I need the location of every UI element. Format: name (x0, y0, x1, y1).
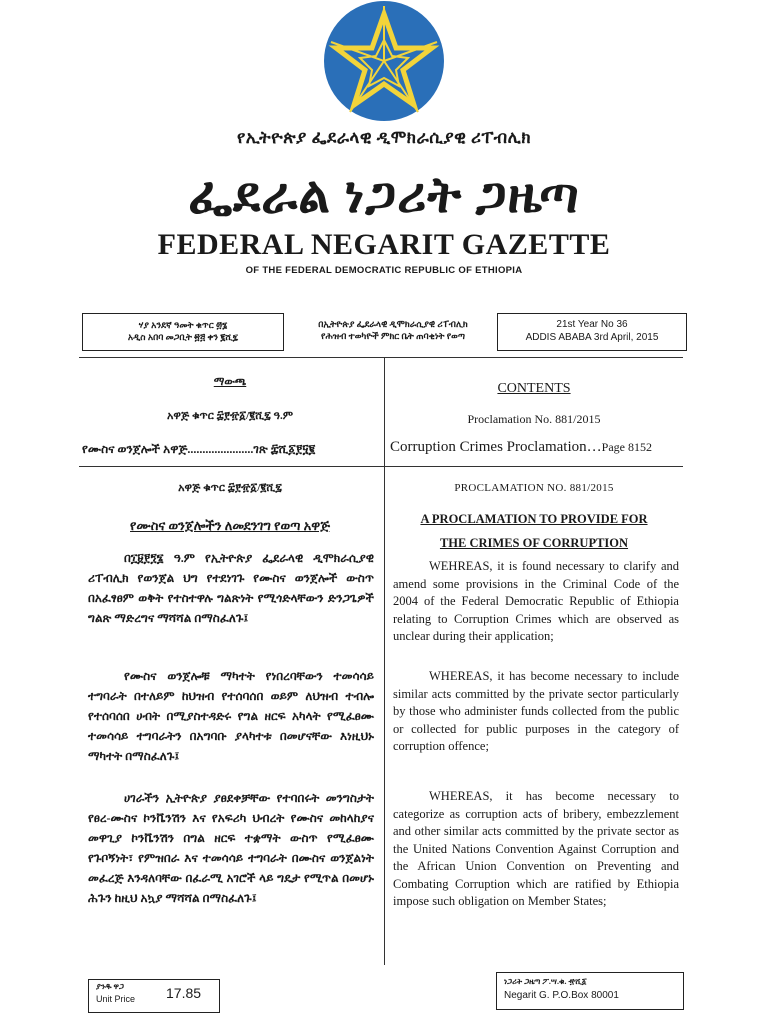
english-paragraph-2: WHEREAS, it has become necessary to include similar acts committed by the private sector particularly by those who administer funds collected from the public or collected for public purposes in the category of corruption offence; (393, 669, 679, 753)
issue-info-left-box (82, 313, 284, 351)
issue-middle-line1: በኢትዮጵያ ፌደራላዊ ዲሞክራሲያዊ ሪፐብሊክ (318, 319, 468, 329)
column-divider (384, 357, 385, 965)
pobox-amharic: ነጋሪት ጋዜጣ ፖ.ሣ.ቁ. ፹ሺ፩ (504, 977, 587, 986)
english-proclamation-no: PROCLAMATION NO. 881/2015 (454, 482, 614, 494)
issue-left-line2: አዲስ አበባ መጋቢት ፳፭ ቀን ፪ሺ፯ (127, 332, 239, 342)
english-heading-line2: THE CRIMES OF CORRUPTION (439, 536, 629, 550)
amharic-paragraph-1: በ፲፱፻፺፮ ዓ.ም የኢትዮጵያ ፌደራላዊ ዲሞክራሲያዊ ሪፐብሊክ የወንጀል ህግ የተደነገጉ የሙስና ወንጀሎች ውስጥ በአፈፃፀም ወቅት የተስተዋሉ ግልጽነት የሚጎድላቸውን ድንጋጌዎች ግልጽ ማድረግና ማሻሻል በማስፈለጉ፤ (88, 551, 374, 625)
contents-entry-page: Page 8152 (601, 440, 652, 454)
contents-rule (79, 466, 683, 467)
contents-entry-amharic: የሙስና ወንጀሎች አዋጅ......................ገጽ ፰ሺ፩፻፶፪ (82, 442, 316, 456)
unit-price-label-amharic: ያንዱ ዋጋ (96, 982, 124, 991)
contents-heading-amharic: ማውጫ (213, 376, 247, 388)
unit-price-label-english: Unit Price (96, 994, 136, 1004)
contents-heading-english: CONTENTS (497, 381, 571, 396)
pobox-english: Negarit G. P.O.Box 80001 (504, 990, 619, 1001)
amharic-paragraph-3: ሀገራችን ኢትዮጵያ ያፀደቀቻቸው የተባበሩት መንግስታት የፀረ-ሙስና ኮንቬንሽን እና የአፍሪካ ህብረት የሙስና መከላከያና መዋጊያ ኮንቬንሽን በግል ዘርፍ ተቋማት ውስጥ የሚፈፀሙ የጉቦኝነት፣ የምዝበራ እና ተመሳሳይ ተግባራት በሙስና ወንጀልነት መፈረጅ እንዳለባቸው በፈራሚ አገሮች ላይ ግዴታ የሚጥል በመሆኑ ሕጉን ከዚህ አኳያ ማሻሻል በማስፈለጉ፤ (88, 791, 374, 905)
issue-info-right-box (497, 313, 687, 351)
unit-price-value: 17.85 (166, 985, 202, 1001)
issue-middle-line2: የሕዝብ ተወካዮች ምክር ቤት ጠባቂነት የወጣ (321, 331, 465, 341)
contents-entry-english (390, 439, 682, 456)
gazette-subtitle-english: OF THE FEDERAL DEMOCRATIC REPUBLIC OF ETHIOPIA (245, 265, 523, 276)
contents-proclamation-amharic: አዋጅ ቁጥር ፰፻፹፩/፪ሺ፯ ዓ.ም (166, 410, 294, 422)
republic-amharic: የኢትዮጵያ ፌደራላዊ ዲሞክራሲያዊ ሪፐብሊክ (236, 128, 532, 147)
amharic-proclamation-no: አዋጅ ቁጥር ፰፻፹፩/፪ሺ፯ (178, 482, 282, 494)
amharic-heading: የሙስና ወንጀሎችን ለመደንገግ የወጣ አዋጅ (130, 518, 330, 533)
issue-date: ADDIS ABABA 3rd April, 2015 (525, 332, 659, 343)
contents-entry-title: Corruption Crimes Proclamation… (390, 439, 602, 455)
issue-info-middle (298, 318, 488, 342)
masthead-rule (79, 357, 683, 358)
amharic-paragraph-2: የሙስና ወንጀሎቹ ማካተት የነበረባቸውን ተመሳሳይ ተግባራት በተለይም ከህዝብ የተሰባሰበ ወይም ለህዝብ ተብሎ የተሰባሰበ ሀብት በሚያስተዳድሩ የግል ዘርፍ አካላት የሚፈፀሙ ተመሳሳይ ተግባራትን በአግባቡ ያላካተቱ በመሆናቸው እነዚህኑ ማካተት በማስፈለጉ፤ (88, 669, 374, 763)
issue-left-line1: ሃያ አንደኛ ዓመት ቁጥር ፴፮ (138, 320, 228, 330)
gazette-title-english: FEDERAL NEGARIT GAZETTE (157, 228, 611, 261)
ethiopian-emblem-icon (322, 0, 446, 122)
english-paragraph-3: WHEREAS, it has become necessary to categorize as corruption acts of bribery, embezzlement and other similar acts committed by the private sector as the United Nations Convention Against Corruption and the African Union Convention on Preventing and Combating Corruption which are ratified by Ethiopia impose such obligation on Member States; (393, 789, 679, 908)
issue-year-no: 21st Year No 36 (556, 319, 628, 330)
english-heading-line1: A PROCLAMATION TO PROVIDE FOR (420, 512, 648, 526)
contents-proclamation-english: Proclamation No. 881/2015 (467, 412, 601, 426)
gazette-title-amharic: ፌደራል ነጋሪት ጋዜጣ (188, 167, 580, 223)
english-paragraph-1: WEHREAS, it is found necessary to clarify and amend some provisions in the Criminal Code of the 2004 of the Federal Democratic Republic of Ethiopia relating to Corruption Crimes which are observed as unclear during their application; (393, 559, 679, 643)
